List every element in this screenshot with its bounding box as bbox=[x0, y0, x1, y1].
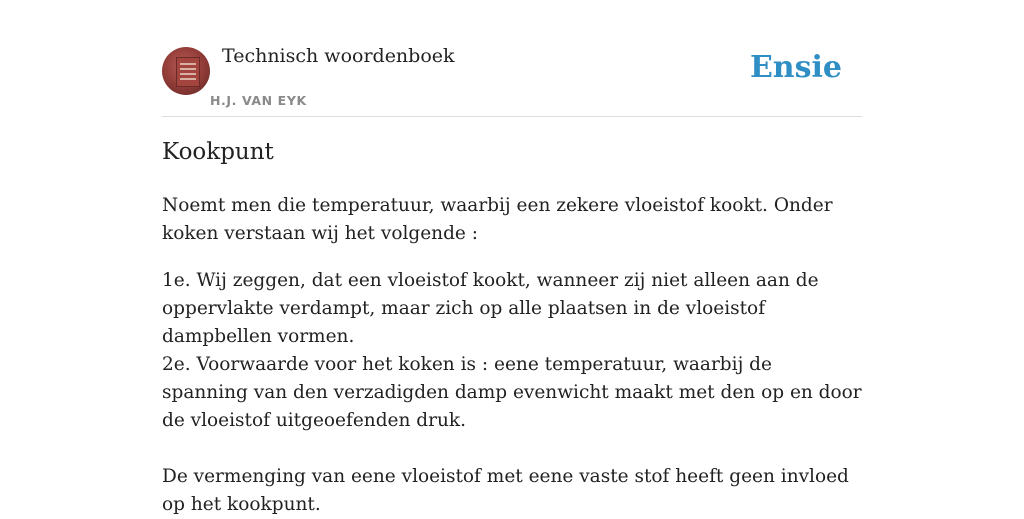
book-header bbox=[162, 0, 862, 117]
entry-definition-list bbox=[162, 267, 862, 435]
entry-title: Kookpunt bbox=[162, 139, 274, 165]
entry-note: De vermenging van eene vloeistof met eene vaste stof heeft geen invloed op het kookpunt. bbox=[162, 466, 849, 515]
book-cover-avatar[interactable] bbox=[162, 47, 210, 95]
definition-item-1: 1e. Wij zeggen, dat een vloeistof kookt, wanneer zij niet alleen aan de oppervlakte verdampt, maar zich op alle plaatsen in de vloeistof dampbellen vormen. bbox=[162, 270, 819, 347]
book-title-link[interactable]: Technisch woordenboek bbox=[222, 45, 455, 67]
book-author[interactable]: H.J. VAN EYK bbox=[210, 93, 307, 108]
definition-item-2: 2e. Voorwaarde voor het koken is : eene temperatuur, waarbij de spanning van den verzadigden damp evenwicht maakt met den op en door de vloeistof uitgeoefenden druk. bbox=[162, 354, 862, 431]
entry-intro: Noemt men die temperatuur, waarbij een zekere vloeistof kookt. Onder koken verstaan wij het volgende : bbox=[162, 195, 833, 244]
book-cover-icon bbox=[176, 57, 200, 87]
page-content bbox=[162, 0, 862, 515]
ensie-logo[interactable]: Ensie bbox=[749, 50, 842, 85]
